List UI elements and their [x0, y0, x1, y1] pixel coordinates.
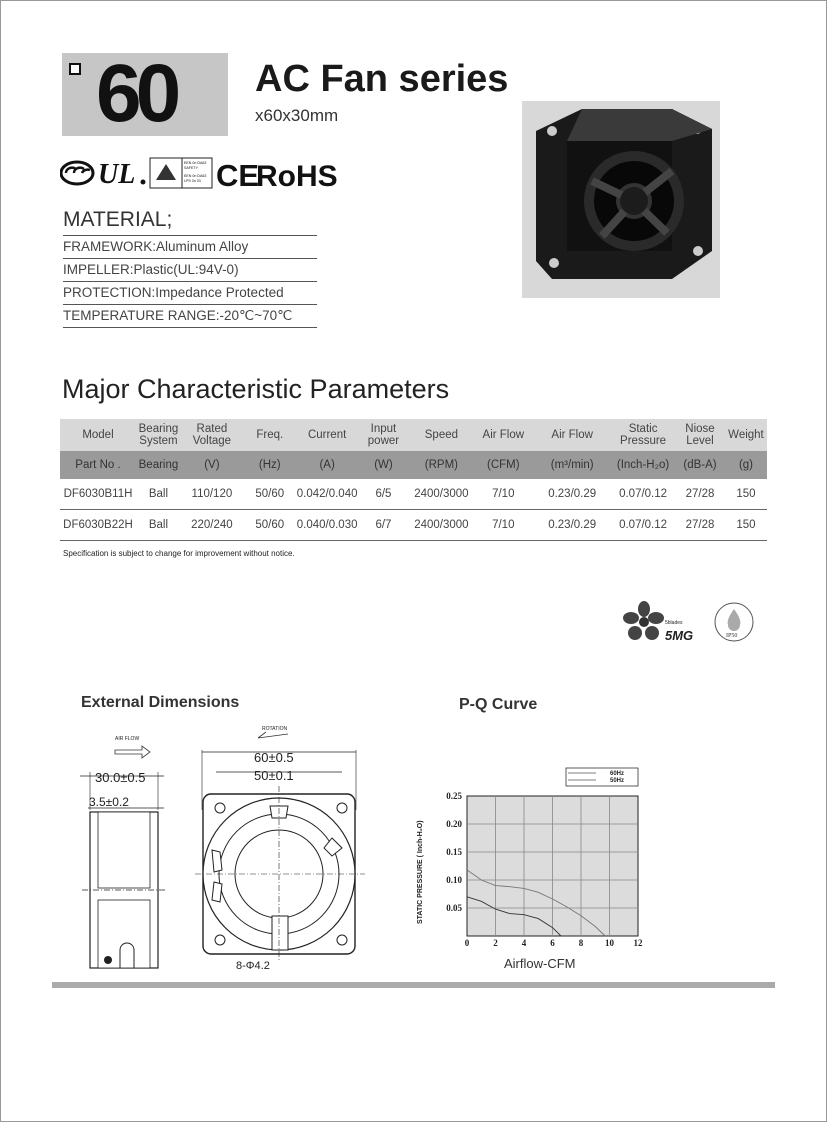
tuv-logo-icon	[150, 158, 212, 188]
material-row-impeller: IMPELLER:Plastic(UL:94V-0)	[63, 259, 317, 282]
table-unit-cell: (g)	[725, 451, 767, 479]
table-unit-cell: (Hz)	[243, 451, 297, 479]
table-cell: 7/10	[473, 510, 533, 541]
page-title: AC Fan series	[255, 58, 509, 100]
x-tick-label: 10	[605, 938, 614, 948]
table-header-cell: Input power	[358, 419, 410, 451]
svg-text:EEN 0n DA63: EEN 0n DA63	[184, 174, 207, 178]
table-cell: Ball	[136, 479, 181, 510]
table-header-cell: Air Flow	[473, 419, 533, 451]
y-tick-label: 0.25	[446, 791, 462, 801]
size-number: 60	[96, 48, 176, 139]
table-unit-cell: Bearing	[136, 451, 181, 479]
table-cell: 110/120	[181, 479, 243, 510]
svg-text:5blades: 5blades	[665, 620, 683, 626]
x-tick-label: 2	[493, 938, 498, 948]
table-cell: DF6030B11H	[60, 479, 136, 510]
dimensions-drawing	[60, 720, 380, 980]
table-row	[60, 479, 767, 510]
table-cell: 0.07/0.12	[611, 510, 675, 541]
table-header-row	[60, 419, 767, 451]
svg-text:CE: CE	[216, 158, 260, 190]
fan-image-icon	[522, 101, 720, 298]
table-cell: Ball	[136, 510, 181, 541]
ul-text: UL	[98, 159, 136, 190]
table-cell: 50/60	[243, 479, 297, 510]
svg-text:8-Φ4.2: 8-Φ4.2	[236, 960, 270, 972]
table-unit-cell: (m³/min)	[533, 451, 611, 479]
x-tick-label: 6	[550, 938, 555, 948]
table-header-cell: Bearing System	[136, 419, 181, 451]
table-cell: 27/28	[675, 479, 725, 510]
table-unit-cell: Part No .	[60, 451, 136, 479]
svg-text:30.0±0.5: 30.0±0.5	[95, 770, 146, 785]
x-tick-label: 8	[578, 938, 584, 948]
rohs-logo-icon	[256, 160, 338, 190]
table-cell: 0.23/0.29	[533, 510, 611, 541]
table-header-cell: Current	[297, 419, 358, 451]
product-photo	[522, 101, 720, 298]
svg-text:RoHS: RoHS	[256, 160, 338, 190]
table-cell: 0.042/0.040	[297, 479, 358, 510]
table-unit-cell: (A)	[297, 451, 358, 479]
ce-logo-icon	[216, 158, 259, 190]
pq-chart	[410, 764, 655, 974]
x-tick-label: 4	[521, 938, 527, 948]
svg-text:IP50: IP50	[726, 633, 738, 639]
table-cell: 27/28	[675, 510, 725, 541]
table-header-cell: Freq.	[243, 419, 297, 451]
svg-text:5MG: 5MG	[665, 628, 694, 643]
x-tick-label: 0	[464, 938, 470, 948]
square-frame-icon	[69, 63, 81, 75]
certification-logos	[60, 156, 350, 190]
y-tick-label: 0.10	[446, 875, 462, 885]
size-badge	[62, 48, 228, 139]
material-row-protection: PROTECTION:Impedance Protected	[63, 282, 317, 305]
table-unit-cell: (dB-A)	[675, 451, 725, 479]
table-cell: 220/240	[181, 510, 243, 541]
table-header-cell: Niose Level	[675, 419, 725, 451]
table-unit-cell: (CFM)	[473, 451, 533, 479]
x-tick-label: 12	[633, 938, 643, 948]
page-subtitle: x60x30mm	[255, 106, 339, 125]
svg-text:AIR FLOW: AIR FLOW	[115, 736, 140, 742]
table-cell: 50/60	[243, 510, 297, 541]
parameters-title: Major Characteristic Parameters	[62, 374, 450, 404]
table-header-cell: Weight	[725, 419, 767, 451]
chart-legend	[566, 768, 638, 786]
table-cell: 2400/3000	[409, 479, 473, 510]
table-row	[60, 510, 767, 541]
y-tick-label: 0.20	[446, 819, 462, 829]
ccc-logo-icon	[61, 162, 93, 184]
footer-bar	[52, 982, 775, 988]
svg-text:SAFETY: SAFETY	[184, 166, 198, 170]
svg-text:EEN 0n DA63: EEN 0n DA63	[184, 161, 207, 165]
table-header-cell: Air Flow	[533, 419, 611, 451]
table-header-cell: Static Pressure	[611, 419, 675, 451]
table-cell: 0.23/0.29	[533, 479, 611, 510]
table-cell: 7/10	[473, 479, 533, 510]
svg-text:3.5±0.2: 3.5±0.2	[89, 795, 129, 809]
parameters-table	[60, 419, 767, 541]
ul-logo-icon	[98, 159, 146, 190]
svg-text:LPS 0n 03: LPS 0n 03	[184, 179, 201, 183]
table-cell: 0.040/0.030	[297, 510, 358, 541]
table-cell: 2400/3000	[409, 510, 473, 541]
svg-text:50±0.1: 50±0.1	[254, 768, 294, 783]
svg-text:60±0.5: 60±0.5	[254, 750, 294, 765]
table-header-cell: Model	[60, 419, 136, 451]
table-cell: 150	[725, 479, 767, 510]
ip-rating-icon	[715, 603, 753, 641]
legend-50: 50Hz	[610, 778, 625, 784]
table-header-cell: Rated Voltage	[181, 419, 243, 451]
x-axis-label: Airflow-CFM	[504, 956, 576, 971]
svg-text:ROTATION: ROTATION	[262, 726, 288, 732]
pq-curve-title: P-Q Curve	[459, 696, 538, 713]
material-row-framework: FRAMEWORK:Aluminum Alloy	[63, 236, 317, 259]
five-blades-icon	[623, 601, 693, 643]
table-units-row	[60, 451, 767, 479]
table-unit-cell: (W)	[358, 451, 410, 479]
table-cell: 6/5	[358, 479, 410, 510]
dimensions-title: External Dimensions	[81, 694, 240, 711]
y-tick-label: 0.05	[446, 903, 462, 913]
material-row-temperature: TEMPERATURE RANGE:-20℃~70℃	[63, 305, 317, 328]
table-unit-cell: (Inch-H₂o)	[611, 451, 675, 479]
spec-note: Specification is subject to change for improvement without notice.	[63, 549, 295, 558]
material-title: MATERIAL;	[63, 208, 173, 231]
table-cell: DF6030B22H	[60, 510, 136, 541]
table-unit-cell: (RPM)	[409, 451, 473, 479]
table-unit-cell: (V)	[181, 451, 243, 479]
table-cell: 6/7	[358, 510, 410, 541]
legend-60: 60Hz	[610, 771, 625, 777]
table-cell: 150	[725, 510, 767, 541]
badges	[620, 600, 760, 648]
table-cell: 0.07/0.12	[611, 479, 675, 510]
y-axis-label: STATIC PRESSURE ( Inch-H₂O)	[417, 820, 424, 924]
table-header-cell: Speed	[409, 419, 473, 451]
y-tick-label: 0.15	[446, 847, 462, 857]
